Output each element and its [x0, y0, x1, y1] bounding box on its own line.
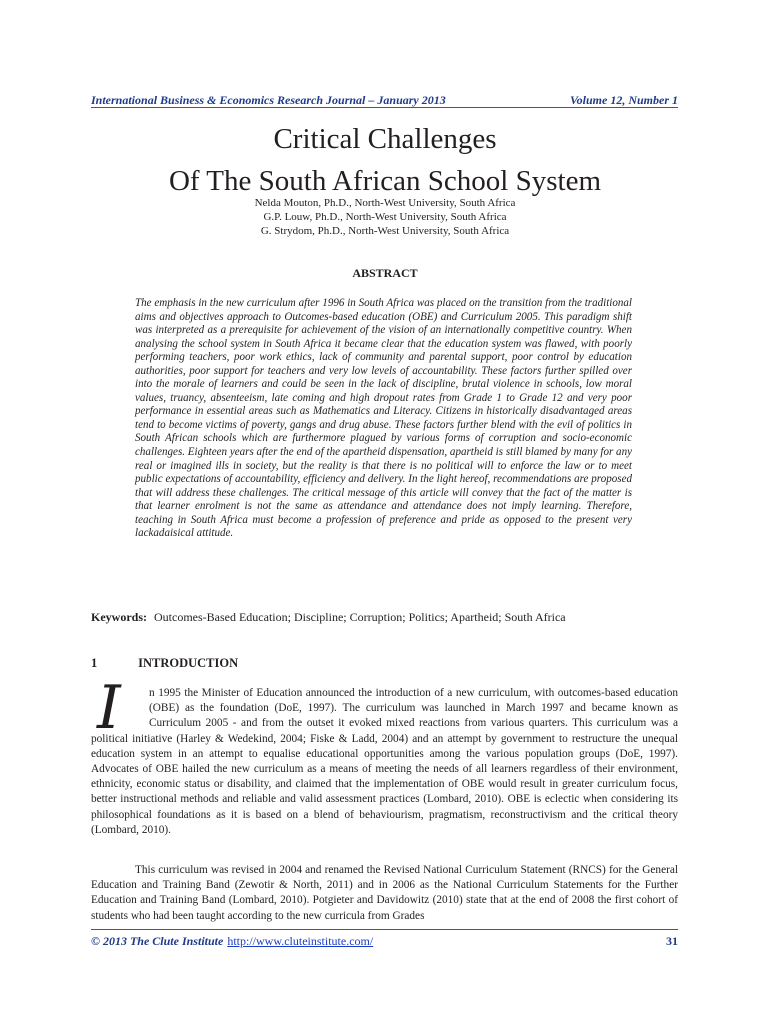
- volume-number: Volume 12, Number 1: [569, 93, 678, 107]
- page-number: 31: [666, 934, 678, 948]
- author-3: G. Strydom, Ph.D., North-West University, South Africa: [260, 225, 510, 237]
- website-link[interactable]: http://www.cluteinstitute.com/: [227, 934, 374, 948]
- author-list: [90, 196, 680, 238]
- intro-paragraph-1: [91, 673, 678, 838]
- copyright: © 2013 The Clute Institute: [91, 934, 224, 948]
- journal-title: International Business & Economics Research Journal – January 2013: [91, 93, 446, 107]
- footer-rule: [91, 929, 678, 930]
- section-title: INTRODUCTION: [138, 656, 239, 670]
- footer-left: [91, 934, 373, 949]
- intro-paragraph-2-text: This curriculum was revised in 2004 and renamed the Revised National Curriculum Statement (RNCS) for the General Education and Training Band (Zewotir & North, 2011) and in 2006 as the National Curriculum Statements for the Further Education and Training Band (Lombard, 2010). Potgieter and Davidowitz (2010) state that at the end of 2008 the first cohort of students who had been taught according to the new curricula from Grades: [91, 864, 678, 922]
- paper-title-line2: Of The South African School System: [168, 165, 601, 197]
- abstract-text: The emphasis in the new curriculum after 1996 in South Africa was placed on the transition from the traditional aims and objectives approach to Outcomes-based education (OBE) and Curriculum 2005. This paradigm shift was interpreted as a prerequisite for achievement of the vision of an internationally competitive country. When analysing the school system in South Africa it became clear that the education system was flawed, with poorly performing teachers, poor work ethics, lack of community and parental support, poor control by education authorities, poor support for teachers and very low levels of accountability. These factors further spilled over into the morale of learners and could be seen in the lack of discipline, brutal violence in schools, low moral values, truancy, absenteeism, late coming and high dropout rates from Grade 1 to Grade 12 and very poor performance in essential areas such as Mathematics and Literacy. Citizens in historically disadvantaged areas tend to become victims of poverty, gangs and drug abuse. These factors further blend with the evil of politics in South African schools which are furthermore plagued by various forms of corruption and socio-economic challenges. Eighteen years after the end of the apartheid dispensation, apartheid is still blamed by many for any real or imagined ills in society, but the reality is that there is no political will to enforce the law or to meet public expectations of accountability, efficiency and delivery. In the light hereof, recommendations are proposed that will address these challenges. The critical message of this article will convey that the fact of the matter is that learner enrolment is not the same as attendance and attendance does not imply learning. Therefore, teaching in South Africa must become a profession of preference and pride as opposed to the present very lackadaisical attitude.: [135, 297, 632, 540]
- keywords-label: Keywords:: [91, 610, 147, 624]
- header-rule: [91, 107, 678, 108]
- section-number: 1: [91, 656, 98, 670]
- abstract-body: [135, 297, 632, 541]
- abstract-heading: ABSTRACT: [352, 266, 418, 280]
- drop-cap: I: [97, 673, 121, 743]
- keywords-text: Outcomes-Based Education; Discipline; Corruption; Politics; Apartheid; South Africa: [154, 610, 566, 624]
- keywords: [91, 610, 681, 625]
- intro-paragraph-1-text: n 1995 the Minister of Education announced the introduction of a new curriculum, with outcomes-based education (OBE) as the foundation (DoE, 1997). The curriculum was launched in March 1997 and became known as Curriculum 2005 - and from the outset it evoked mixed reactions from various quarters. This curriculum was a political initiative (Harley & Wedekind, 2004; Fiske & Ladd, 2004) and an attempt by government to restructure the unequal education system in an attempt to equalise educational opportunities among the various population groups (DoE, 1997). Advocates of OBE hailed the new curriculum as a means of meeting the needs of all learners regardless of their environment, ethnicity, economic status or disability, and claimed that the implementation of OBE would result in greater curriculum focus, better instructional methods and reliable and valid assessment practices (Lombard, 2010). OBE is eclectic when considering its philosophical foundations as it is based on a blend of behaviourism, pragmatism, reconstructivism and the critical theory (Lombard, 2010).: [91, 687, 678, 836]
- section-heading: [91, 656, 238, 671]
- intro-paragraph-2: [91, 863, 678, 924]
- paper-title-line1: Critical Challenges: [273, 123, 497, 155]
- author-2: G.P. Louw, Ph.D., North-West University, South Africa: [263, 211, 507, 223]
- author-1: Nelda Mouton, Ph.D., North-West University, South Africa: [254, 197, 516, 209]
